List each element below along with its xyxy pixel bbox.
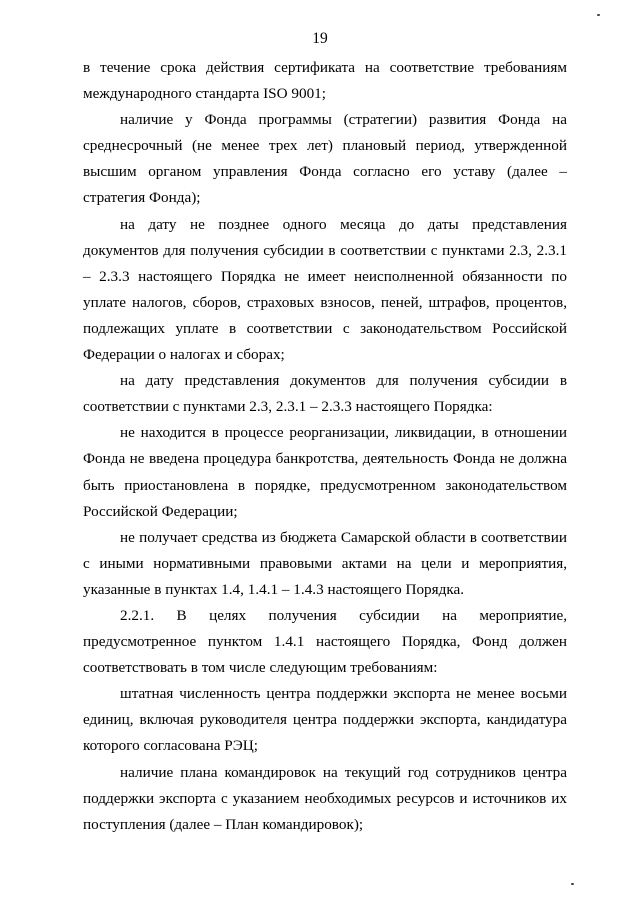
scan-speck [597,14,600,16]
paragraph-business-trip-plan: наличие плана командировок на текущий год сотрудников центра поддержки экспорта с указанием необходимых ресурсов и источников их поступления (далее – План командировок); [83,763,567,833]
paragraph-no-reorganization: не находится в процессе реорганизации, ликвидации, в отношении Фонда не введена процедура банкротства, деятельность Фонда не должна быть приостановлена в порядке, предусмотренном законодательством Российской Федерации; [83,424,567,520]
page-number: 19 [312,30,328,47]
paragraph-no-other-budget-funds: не получает средства из бюджета Самарской области в соответствии с иными нормативными правовыми актами на цели и мероприятия, указанные в пунктах 1.4, 1.4.1 – 1.4.3 настоящего Порядка. [83,528,567,598]
document-body [83,55,567,838]
paragraph-iso-certificate: в течение срока действия сертификата на соответствие требованиям международного стандарта ISO 9001; [83,59,567,103]
paragraph-development-strategy: наличие у Фонда программы (стратегии) развития Фонда на среднесрочный (не менее трех лет) плановый период, утвержденной высшим органом управления Фонда согласно его уставу (далее – стратегия Фонда); [83,111,567,207]
paragraph-on-submission-date: на дату представления документов для получения субсидии в соответствии с пунктами 2.3, 2.3.1 – 2.3.3 настоящего Порядка: [83,372,567,416]
scan-speck [571,883,574,885]
paragraph-no-tax-debt: на дату не позднее одного месяца до даты представления документов для получения субсидии в соответствии с пунктами 2.3, 2.3.1 – 2.3.3 настоящего Порядка не имеет неисполненной обязанности по уплате налогов, сборов, страховых взносов, пеней, штрафов, процентов, подлежащих уплате в соответствии с законодательством Российской Федерации о налогах и сборах; [83,215,567,364]
paragraph-section-2-2-1: 2.2.1. В целях получения субсидии на мероприятие, предусмотренное пунктом 1.4.1 настоящего Порядка, Фонд должен соответствовать в том числе следующим требованиям: [83,606,567,677]
paragraph-staff-headcount: штатная численность центра поддержки экспорта не менее восьми единиц, включая руководителя центра поддержки экспорта, кандидатура которого согласована РЭЦ; [83,685,567,755]
